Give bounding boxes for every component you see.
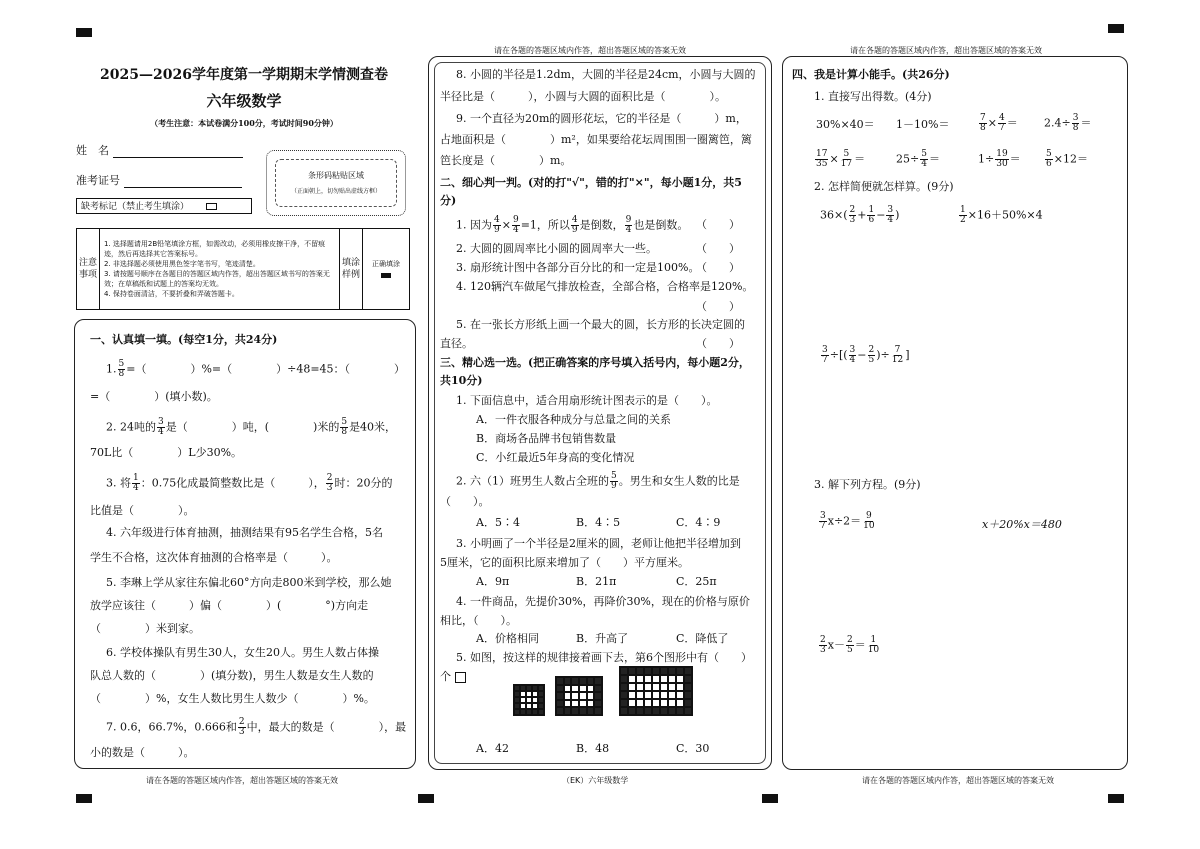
pattern-cell [571,685,579,693]
pattern-cell [660,699,668,707]
section3-title-cont: 共10分) [440,374,483,387]
s1-q4: 4. 六年级进行体育抽测，抽测结果有95名学生合格，5名 [106,526,383,539]
judge-2-answer[interactable]: （ ） [696,242,740,255]
pattern-cell [652,691,660,699]
subject-title: 六年级数学 [206,92,282,110]
pattern-cell [636,707,644,715]
pattern-cell [556,692,564,700]
calc-6: 25÷ $\frac{5}{4}$ ＝ [896,149,940,169]
pattern-cell [587,707,595,715]
pattern-cell [644,675,652,683]
pattern-cell [684,691,692,699]
calc-4: 2.4÷ $\frac{3}{8}$ ＝ [1044,113,1092,133]
pattern-cell [652,683,660,691]
barcode-title: 条形码粘贴区域 [308,171,364,180]
pattern-cell [636,675,644,683]
barcode-area [266,150,406,216]
pattern-cell [587,677,595,685]
pattern-cell [571,707,579,715]
pattern-cell [628,699,636,707]
pattern-cell [628,691,636,699]
judge-2: 2. 大圆的圆周率比小圆的圆周率大一些。 [456,242,657,255]
id-label: 准考证号 [76,174,120,187]
choice-5-b: B．48 [576,742,610,755]
filled-box-icon [381,273,391,278]
pattern-cell [587,685,595,693]
pattern-cell [652,699,660,707]
footer-warning: 请在各题的答题区域内作答，超出答题区域的答案无效 [146,776,338,785]
pattern-cell [636,667,644,675]
m-q9-cont1: 占地面积是（ ）m²，如果要给花坛周围围一圈篱笆，篱 [440,133,752,146]
s1-q6-cont1: 队总人数的（ ）(填分数)，男生人数是女生人数的 [90,669,374,682]
pattern-cell [676,691,684,699]
barcode-sub: （正面朝上，切勿贴出虚线方框） [290,188,381,195]
header-warning-right: 请在各题的答题区域内作答，超出答题区域的答案无效 [850,46,1042,55]
pattern-cell [676,699,684,707]
id-row [76,174,242,188]
pattern-cell [556,707,564,715]
pattern-cell [587,700,595,708]
pattern-cell [620,699,628,707]
pattern-cell [628,667,636,675]
pattern-cell [644,667,652,675]
notice-table [76,228,410,310]
s1-q2-cont: 70L比（ ）L少30%。 [90,446,243,459]
notice-item: 1. 选择题请用2B铅笔填涂方框，如需改动，必须用橡皮擦干净，不留痕迹，然后再选择其它答案标号。 [104,240,326,258]
part2-title: 2. 怎样简便就怎样算。(9分) [814,180,954,193]
pattern-cell [620,691,628,699]
correct-fill-label: 正确填涂 [372,259,400,268]
choice-4-b: B．升高了 [576,632,629,645]
pattern-figure-1 [513,684,545,716]
judge-5-answer[interactable]: （ ） [696,337,740,350]
s1-q4-cont: 学生不合格，这次体育抽测的合格率是（ ）。 [90,551,338,564]
pattern-cell [564,692,572,700]
pattern-cell [636,691,644,699]
notice-item: 3. 请按题号顺序在各题目的答题区域内作答，超出答题区域书写的答案无效；在草稿纸和试题上的答案均无效。 [104,270,330,288]
pattern-cell [676,667,684,675]
pattern-cell [564,700,572,708]
choice-3-c: C．25π [676,575,717,588]
pattern-cell [579,692,587,700]
choice-5-cont: 个 [440,670,466,684]
fill-example-label: 填涂样例 [340,229,363,310]
pattern-cell [684,683,692,691]
s1-q3: 3. 将 $\frac{1}{4}$ ：0.75化成最简整数比是（ ）， $\frac{2}{3}$ 时：20分的 [106,473,393,493]
choice-5-a: A．42 [476,742,509,755]
choice-3-b: B．21π [576,575,617,588]
absent-mark-box [76,198,252,214]
choice-2: 2. 六（1）班男生人数占全班的 $\frac{5}{9}$ 。男生和女生人数的比是 [456,471,740,491]
pattern-cell [652,675,660,683]
barcode-inner [275,159,397,207]
name-field[interactable] [113,147,243,158]
section4-title: 四、我是计算小能手。(共26分) [792,68,950,81]
pattern-figure-3 [619,666,693,716]
judge-4: 4. 120辆汽车做尾气排放检查，全部合格，合格率是120%。 [456,280,754,293]
pattern-cell [684,667,692,675]
simplify-2: $\frac{1}{2}$ ×16＋50%×4 [960,205,1043,225]
pattern-cell [684,675,692,683]
exam-notice: （考生注意：本试卷满分100分，考试时间90分钟） [150,118,338,128]
footer-warning-right: 请在各题的答题区域内作答，超出答题区域的答案无效 [862,776,1054,785]
choice-2-c: C．4∶9 [676,516,721,529]
judge-3-answer[interactable]: （ ） [696,261,740,274]
pattern-cell [652,667,660,675]
pattern-cell [571,700,579,708]
pattern-cell [660,691,668,699]
pattern-cell [628,683,636,691]
registration-mark [1108,24,1124,33]
simplify-3: $\frac{3}{7}$ ÷[( $\frac{3}{4}$ − $\frac{2}{5}$ )÷ $\frac{7}{12}$ ] [822,345,910,365]
pattern-cell [556,677,564,685]
calc-7: 1÷ $\frac{19}{30}$ ＝ [978,149,1021,169]
registration-mark [762,794,778,803]
registration-mark [1108,794,1124,803]
s1-q6: 6. 学校体操队有男生30人，女生20人。男生人数占体操 [106,646,379,659]
choice-2-a: A．5∶4 [476,516,520,529]
s1-q2: 2. 24吨的 $\frac{3}{4}$ 是（ ）吨，( )米的 $\frac{5}{8}$ 是40米， [106,417,397,437]
simplify-1: 36×( $\frac{2}{3}$ + $\frac{1}{6}$ − $\frac{3}{4}$ ) [820,205,900,225]
pattern-cell [628,675,636,683]
fill-example [363,229,410,310]
name-row [76,144,243,158]
calc-3: $\frac{7}{8}$ × $\frac{4}{7}$ ＝ [980,113,1018,133]
s1-q5-cont2: （ ）米到家。 [90,622,200,635]
part1-title: 1. 直接写出得数。(4分) [814,90,932,103]
pattern-cell [668,707,676,715]
choice-1-c: C．小红最近5年身高的变化情况 [476,451,635,464]
pattern-cell [660,683,668,691]
notice-item: 4. 保持卷面清洁，不要折叠和弄破答题卡。 [104,290,239,298]
pattern-cell [594,685,602,693]
choice-4-cont: 相比，（ ）。 [440,614,517,627]
pattern-cell [579,685,587,693]
judge-5-cont: 直径。 [440,337,473,350]
absent-label: 缺考标记（禁止考生填涂） [81,202,190,212]
pattern-cell [594,692,602,700]
pattern-cell [636,683,644,691]
s1-q7-cont: 小的数是（ ）。 [90,746,195,759]
pattern-cell [676,675,684,683]
choice-4-a: A．价格相同 [476,632,539,645]
choice-4: 4. 一件商品，先提价30%，再降价30%，现在的价格与原价 [456,595,750,608]
pattern-cell [564,707,572,715]
square-icon [455,672,466,683]
pattern-cell [594,707,602,715]
id-field[interactable] [124,177,242,188]
pattern-cell [538,709,544,715]
absent-checkbox[interactable] [206,203,217,210]
section3-title: 三、精心选一选。(把正确答案的序号填入括号内，每小题2分， [440,356,750,369]
pattern-cell [652,707,660,715]
pattern-cell [644,691,652,699]
judge-1-answer[interactable]: （ ） [696,218,740,231]
notice-items [100,229,340,310]
pattern-cell [620,667,628,675]
equation-2: x＋20%x＝480 [982,518,1062,531]
s1-q1-cont: =（ ）(填小数)。 [90,390,218,403]
section2-title: 二、细心判一判。(对的打"√"，错的打"×"，每小题1分，共5 [440,176,742,189]
pattern-cell [636,699,644,707]
pattern-cell [571,692,579,700]
choice-3-a: A．9π [476,575,510,588]
pattern-cell [660,667,668,675]
section1-title: 一、认真填一填。(每空1分，共24分) [90,333,278,346]
pattern-cell [556,700,564,708]
pattern-cell [660,707,668,715]
choice-4-c: C．降低了 [676,632,729,645]
m-q8-cont: 半径比是（ ），小圆与大圆的面积比是（ ）。 [440,90,726,103]
pattern-cell [684,707,692,715]
pattern-cell [676,683,684,691]
pattern-figure-2 [555,676,603,716]
calc-8: $\frac{5}{6}$ ×12＝ [1046,149,1088,169]
s1-q3-cont: 比值是（ ）。 [90,504,195,517]
s1-q5-cont1: 放学应该往（ ）偏（ ）( °)方向走 [90,599,369,612]
pattern-cell [644,683,652,691]
m-q8: 8. 小圆的半径是1.2dm，大圆的半径是24cm，小圆与大圆的 [456,68,756,81]
pattern-cell [620,707,628,715]
s1-q7: 7. 0.6，66.7%，0.666和 $\frac{2}{3}$ 中，最大的数是（ ），最 [106,717,407,737]
choice-1-a: A．一件衣服各种成分与总量之间的关系 [476,413,671,426]
pattern-cell [668,691,676,699]
choice-2-b: B．4∶5 [576,516,621,529]
name-label: 姓 名 [76,144,109,157]
pattern-cell [571,677,579,685]
pattern-cell [564,677,572,685]
pattern-cell [668,675,676,683]
calc-5: $\frac{17}{35}$ × $\frac{5}{17}$ ＝ [816,149,866,169]
m-q9-cont2: 笆长度是（ ）m。 [440,154,572,167]
pattern-cell [644,707,652,715]
pattern-cell [668,683,676,691]
judge-5: 5. 在一张长方形纸上画一个最大的圆，长方形的长决定圆的 [456,318,745,331]
pattern-cell [668,667,676,675]
judge-1: 1. 因为 $\frac{4}{9}$ × $\frac{9}{4}$ =1，所以 $\frac{4}{9}$ 是倒数， $\frac{9}{4}$ 也是倒数。 [456,215,689,235]
pattern-cell [684,699,692,707]
choice-3-cont: 5厘米，它的面积比原来增加了（ ）平方厘米。 [440,556,689,569]
pattern-cell [579,677,587,685]
judge-3: 3. 扇形统计图中各部分百分比的和一定是100%。 [456,261,700,274]
pattern-cell [676,707,684,715]
choice-3: 3. 小明画了一个半径是2厘米的圆，老师让他把半径增加到 [456,537,741,550]
pattern-cell [579,700,587,708]
pattern-cell [556,685,564,693]
choice-1: 1. 下面信息中，适合用扇形统计图表示的是（ ）。 [456,394,718,407]
calc-1: 30%×40＝ [816,118,875,131]
registration-mark [76,794,92,803]
choice-2-cont: （ ）。 [440,495,490,508]
equation-3: $\frac{2}{3}$ x－ $\frac{2}{5}$ ＝ $\frac{1}{10}$ [820,635,880,655]
choice-5-c: C．30 [676,742,710,755]
part3-title: 3. 解下列方程。(9分) [814,478,921,491]
pattern-cell [594,700,602,708]
judge-4-answer[interactable]: （ ） [696,300,740,313]
exam-title: 2025—2026学年度第一学期期末学情测查卷 [100,67,388,83]
pattern-cell [628,707,636,715]
calc-2: 1－10%＝ [896,118,950,131]
pattern-cell [594,677,602,685]
pattern-cell [579,707,587,715]
pattern-cell [620,675,628,683]
equation-1: $\frac{3}{7}$ x÷2＝ $\frac{9}{10}$ [820,511,875,531]
s1-q5: 5. 李琳上学从家往东偏北60°方向走800米到学校，那么她 [106,576,392,589]
registration-mark [418,794,434,803]
pattern-cell [564,685,572,693]
pattern-cell [620,683,628,691]
pattern-cell [644,699,652,707]
notice-item: 2. 非选择题必须使用黑色签字笔书写，笔迹清楚。 [104,260,260,268]
pattern-cell [587,692,595,700]
section2-title-cont: 分) [440,194,457,207]
footer-code: （EK）六年级数学 [562,776,629,785]
s1-q6-cont2: （ ）%，女生人数比男生人数少（ ）%。 [90,692,375,705]
registration-mark [76,28,92,37]
m-q9: 9. 一个直径为20m的圆形花坛，它的半径是（ ）m， [456,112,747,125]
choice-1-b: B．商场各品牌书包销售数量 [476,432,617,445]
notice-label: 注意事项 [77,229,100,310]
s1-q1: 1. $\frac{5}{8}$ =（ ）%=（ ）÷48=45：（ ） [106,359,406,379]
header-warning: 请在各题的答题区域内作答，超出答题区域的答案无效 [494,46,686,55]
pattern-cell [660,675,668,683]
choice-5: 5. 如图，按这样的规律接着画下去，第6个图形中有（ ） [456,651,752,664]
pattern-cell [668,699,676,707]
